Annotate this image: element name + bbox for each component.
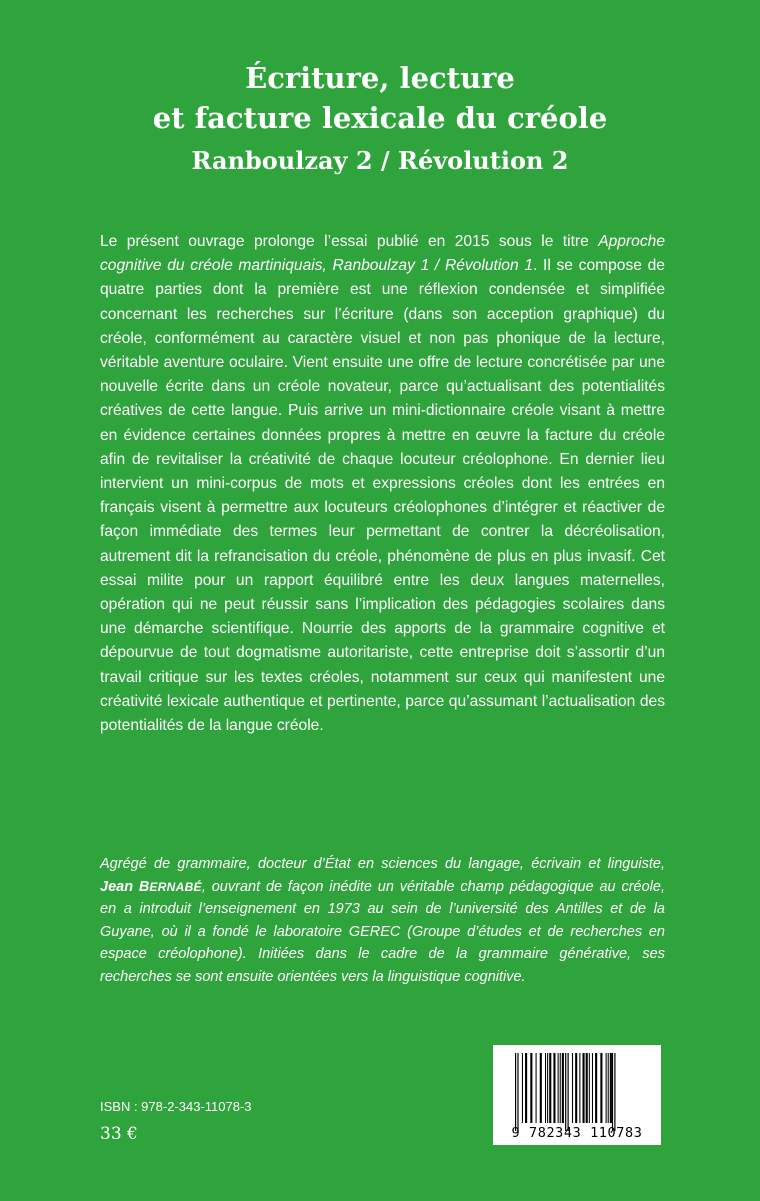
- title-line-2: et facture lexicale du créole: [152, 101, 608, 135]
- author-last-name-rest: ERNABÉ: [149, 879, 202, 894]
- price: 33 €: [100, 1124, 138, 1144]
- subtitle: Ranboulzay 2 / Révolution 2: [191, 146, 569, 175]
- author-bio: [100, 853, 665, 989]
- author-last-name-initial: B: [138, 878, 150, 895]
- barcode: [493, 1045, 661, 1145]
- author-first-name: Jean: [100, 878, 139, 895]
- book-title: [0, 58, 760, 180]
- author-name: [100, 879, 202, 895]
- summary-part-1: Le présent ouvrage prolonge l’essai publié en 2015 sous le titre: [100, 233, 599, 250]
- barcode-digits: 9 782343 110783: [511, 1125, 643, 1141]
- summary-cited-title: Approche cognitive du créole martiniquais, Ranboulzay 1 / Révolution 1: [100, 233, 665, 275]
- bio-intro: Agrégé de grammaire, docteur d’État en sciences du langage, écrivain et linguiste,: [100, 856, 665, 872]
- title-line-1: Écriture, lecture: [245, 61, 515, 95]
- summary-part-2: . Il se compose de quatre parties dont la première est une réflexion condensée et simplifiée concernant les recherches sur l’écriture (dans son acception graphique) du créole, conformément au caractère visuel et non pas phonique de la lecture, véritable aventure oculaire. Vient ensuite une offre de lecture concrétisée par une nouvelle écrite dans un créole novateur, parce qu’actualisant des potentialités créatives de cette langue. Puis arrive un mini-dictionnaire créole visant à mettre en évidence certaines données propres à mettre en œuvre la facture du créole afin de revitaliser la créativité de chaque locuteur créolophone. En dernier lieu intervient un mini-corpus de mots et expressions créoles dont les entrées en français visent à permettre aux locuteurs créolophones d’intégrer et réactiver de façon immédiate des termes leur permettant de contrer la décréolisation, autrement dit la refrancisation du créole, phénomène de plus en plus invasif. Cet essai milite pour un rapport équilibré entre les deux langues maternelles, opération qui ne peut réussir sans l’implication des pédagogies scolaires dans une démarche scientifique. Nourrie des apports de la grammaire cognitive et dépourvue de tout dogmatisme autoritariste, cette entreprise doit s’assortir d’un travail critique sur les textes créoles, notamment sur ceux qui manifestent une créativité lexicale authentique et pertinente, parce qu’assumant l’actualisation des potentialités de la langue créole.: [100, 257, 665, 735]
- isbn: ISBN : 978-2-343-11078-3: [100, 1099, 252, 1114]
- bio-rest: , ouvrant de façon inédite un véritable champ pédagogique au créole, en a introduit l’enseignement en 1973 au sein de l’université des Antilles et de la Guyane, où il a fondé le laboratoire GEREC (Groupe d’études et de recherches en espace créolophone). Initiées dans le cadre de la grammaire générative, ses recherches se sont ensuite orientées vers la linguistique cognitive.: [100, 878, 665, 985]
- summary-text: [100, 230, 665, 738]
